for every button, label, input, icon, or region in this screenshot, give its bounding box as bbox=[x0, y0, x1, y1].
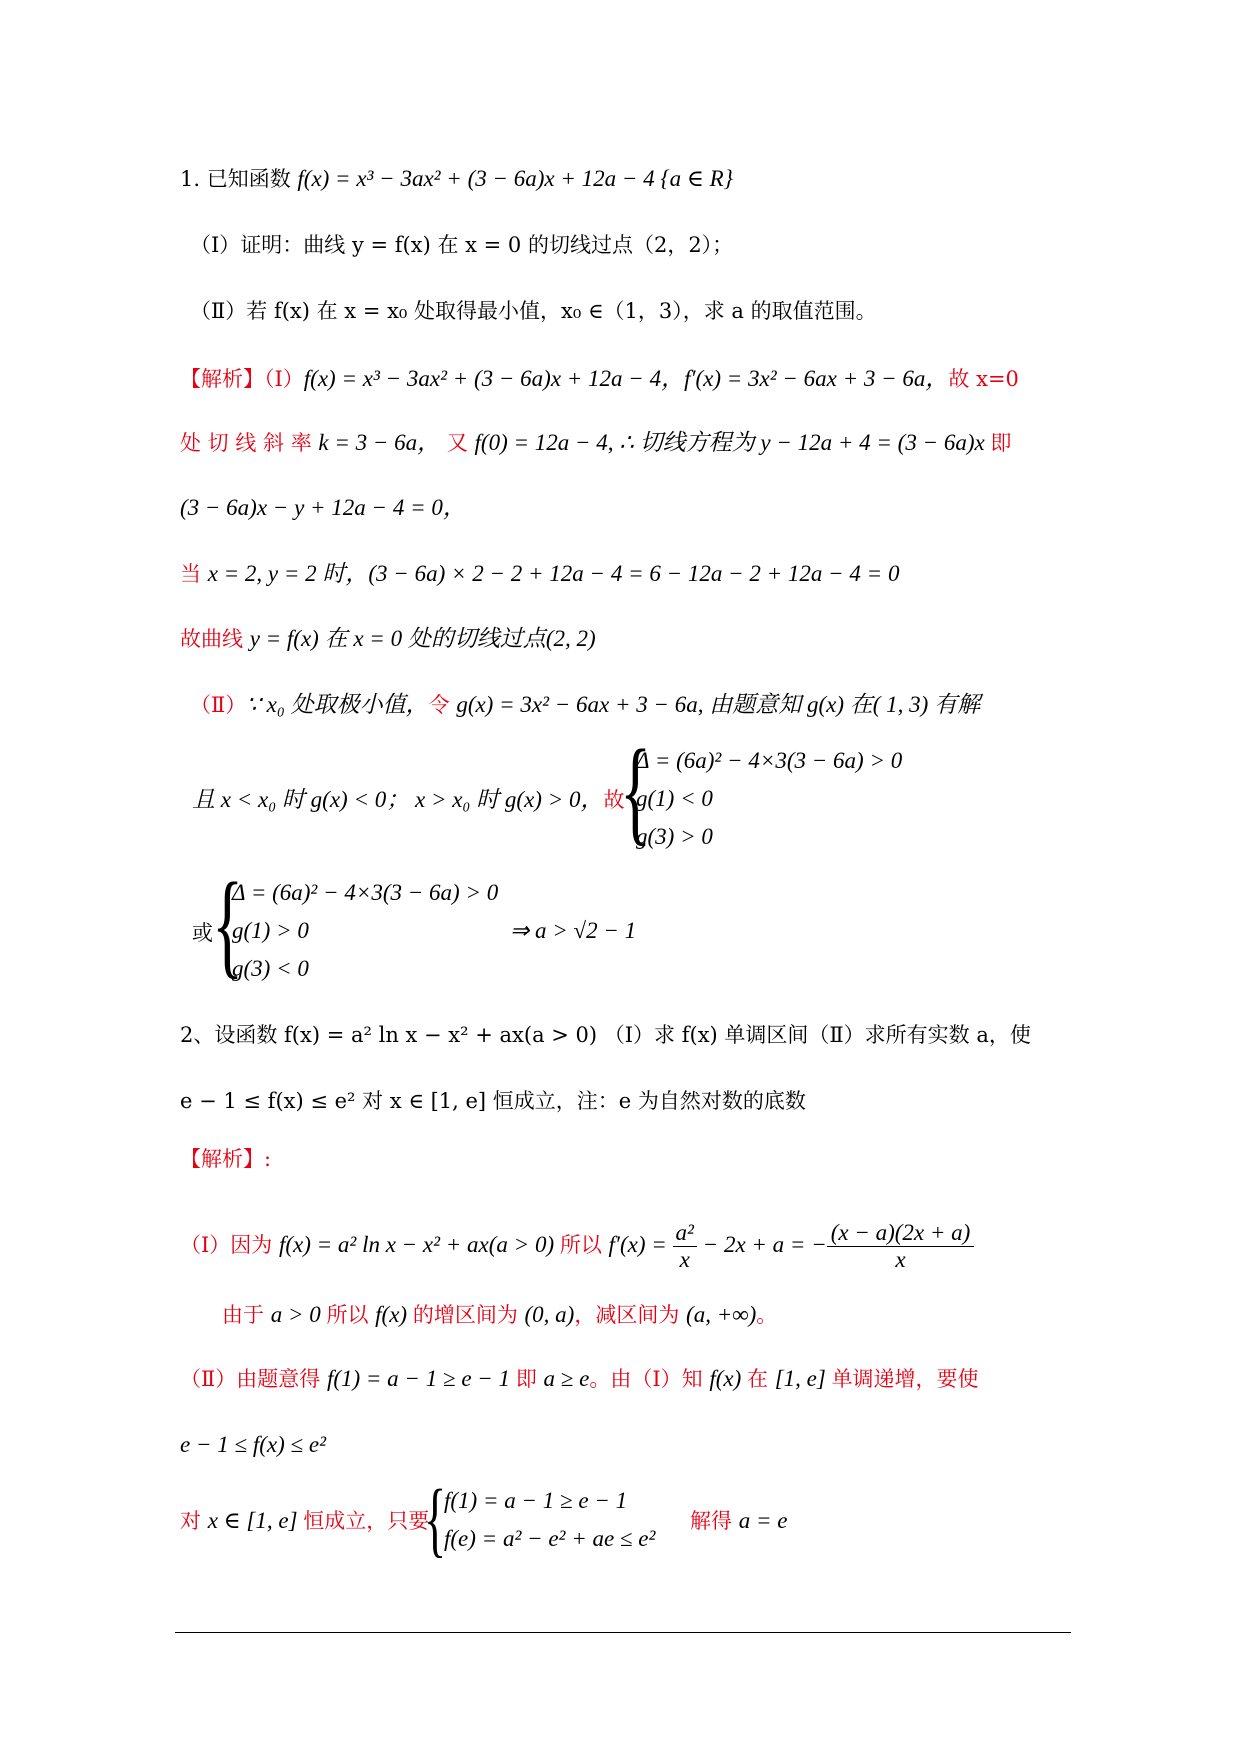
solution1-line6: （Ⅱ）∵ x₀ 处取极小值，令 g(x) = 3x² − 6ax + 3 − 6a, 由题意知 g(x) 在( 1, 3) 有解 bbox=[190, 692, 981, 717]
system1-row1: Δ = (6a)² − 4×3(3 − 6a) > 0 bbox=[636, 748, 903, 773]
problem1-part1: （Ⅰ）证明：曲线 y = f(x) 在 x = 0 的切线过点（2，2）； bbox=[190, 233, 734, 257]
system1-row2: g(1) < 0 bbox=[636, 786, 713, 811]
problem1-stem: 1. 已知函数 f(x) = x³ − 3ax² + (3 − 6a)x + 12a − 4 {a ∈ R} bbox=[180, 166, 733, 191]
system2-prefix: 或 bbox=[192, 921, 213, 945]
system2-row2: g(1) > 0 bbox=[232, 918, 309, 943]
solution2-line5-result: 解得 a = e bbox=[690, 1508, 788, 1533]
solution2-line2: 由于 a > 0 所以 f(x) 的增区间为 (0, a)，减区间为 (a, +∞)。 bbox=[222, 1302, 778, 1327]
problem2-stem-line1: 2、设函数 f(x) = a² ln x − x² + ax(a > 0) （Ⅰ）求 f(x) 单调区间（Ⅱ）求所有实数 a，使 bbox=[180, 1023, 1031, 1047]
system2-row1: Δ = (6a)² − 4×3(3 − 6a) > 0 bbox=[232, 880, 499, 905]
left-brace-icon: { bbox=[212, 858, 244, 989]
solution1-line7: 且 x < x₀ 时 g(x) < 0； x > x₀ 时 g(x) > 0，故 bbox=[192, 787, 625, 812]
solution2-line3: （Ⅱ）由题意得 f(1) = a − 1 ≥ e − 1 即 a ≥ e。由（Ⅰ）知 f(x) 在 [1, e] 单调递增，要使 bbox=[180, 1366, 979, 1391]
solution1-line2: 处 切 线 斜 率 k = 3 − 6a， 又 f(0) = 12a − 4, ∴ 切线方程为 y − 12a + 4 = (3 − 6a)x 即 bbox=[180, 430, 1012, 455]
solution2-line5: 对 x ∈ [1, e] 恒成立，只要 bbox=[180, 1508, 430, 1533]
left-brace-icon: { bbox=[424, 1473, 447, 1566]
solution2-line4: e − 1 ≤ f(x) ≤ e² bbox=[180, 1432, 326, 1457]
problem1-part2: （Ⅱ）若 f(x) 在 x = x₀ 处取得最小值，x₀ ∈（1，3），求 a 的取值范围。 bbox=[190, 299, 877, 323]
problem2-stem-line2: e − 1 ≤ f(x) ≤ e² 对 x ∈ [1, e] 恒成立，注：e 为自然对数的底数 bbox=[180, 1089, 806, 1113]
fraction-1: $\frac{\text{a²}}{x}$ bbox=[673, 1220, 697, 1273]
system2-row3: g(3) < 0 bbox=[232, 956, 309, 981]
solution1-line4: 当 x = 2, y = 2 时，(3 − 6a) × 2 − 2 + 12a − 4 = 6 − 12a − 2 + 12a − 4 = 0 bbox=[180, 561, 900, 586]
solution1-line5: 故曲线 y = f(x) 在 x = 0 处的切线过点(2, 2) bbox=[180, 626, 596, 651]
left-brace-icon: { bbox=[620, 725, 652, 856]
system3-row1: f(1) = a − 1 ≥ e − 1 bbox=[444, 1488, 628, 1513]
solution2-label: 【解析】: bbox=[180, 1147, 272, 1171]
system1-row3: g(3) > 0 bbox=[636, 824, 713, 849]
solution1-line1: 【解析】（Ⅰ）f(x) = x³ − 3ax² + (3 − 6a)x + 12a − 4，f′(x) = 3x² − 6ax + 3 − 6a，故 x=0 bbox=[180, 366, 1019, 391]
system3-row2: f(e) = a² − e² + ae ≤ e² bbox=[444, 1526, 656, 1551]
solution1-line3: (3 − 6a)x − y + 12a − 4 = 0， bbox=[180, 495, 466, 520]
solution-label: 【解析】 bbox=[180, 367, 264, 391]
system2-result: ⇒ a > √2 − 1 bbox=[510, 918, 637, 943]
solution2-line1: （Ⅰ）因为 f(x) = a² ln x − x² + ax(a > 0) 所以 f′(x) = $\frac{\text{a²}}{x}$ − 2x + a = − $\frac{(x - a)(2x + a)}{x}$ bbox=[180, 1220, 974, 1273]
footer-divider bbox=[175, 1632, 1071, 1633]
fraction-2: $\frac{(x - a)(2x + a)}{x}$ bbox=[827, 1220, 975, 1273]
